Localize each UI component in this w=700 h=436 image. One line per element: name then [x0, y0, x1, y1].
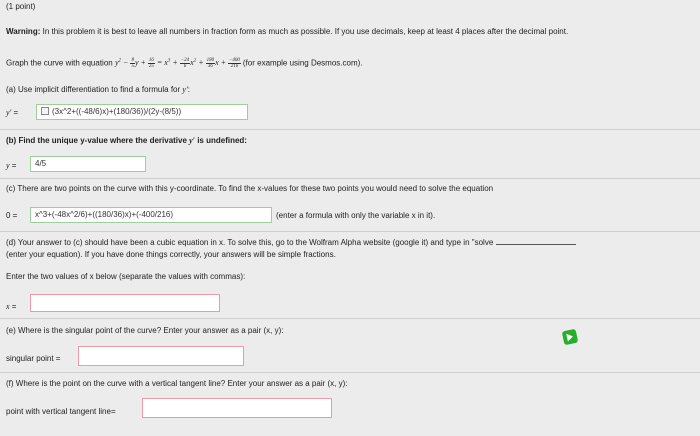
divider: [0, 231, 700, 232]
part-b-prompt: (b) Find the unique y-value where the derivative y′ is undefined:: [6, 136, 247, 145]
part-c-answer: x^3+(-48x^2/6)+((180/36)x)+(-400/216): [35, 210, 174, 219]
part-c-answer-field[interactable]: [30, 207, 272, 223]
curve-equation: $y^2$ − $\frac{8}{5}$ y + $\frac{16}{25}$ = $x^3$ + $\frac{-24}{6}$ $x^2$ + $\frac{180}{36}$ x + $\frac{-400}{216}$: [114, 58, 240, 69]
part-c-label: 0 =: [6, 211, 18, 220]
part-c-prompt: (c) There are two points on the curve with this y-coordinate. To find the x-values for these two points you would need to solve the equation: [6, 184, 494, 193]
y-prime-symbol: y′: [182, 85, 188, 94]
part-b-label: y =: [6, 161, 17, 170]
graph-lead: Graph the curve with equation: [6, 58, 113, 68]
part-a-answer: (3x^2+((-48/6)x)+(180/36))/(2y-(8/5)): [52, 107, 182, 116]
hint-icon[interactable]: [562, 329, 579, 346]
part-a-text: (a) Use implicit differentiation to find a formula for: [6, 85, 181, 94]
part-a-label: y′ =: [6, 108, 19, 117]
part-a-prompt: (a) Use implicit differentiation to find a formula for y′:: [6, 85, 190, 94]
part-b-answer: 4/5: [35, 159, 47, 168]
part-d-enter: Enter the two values of x below (separate the values with commas):: [6, 272, 246, 281]
warning-body: In this problem it is best to leave all numbers in fraction form as much as possible. If you use decimals, keep at least 4 places after the decimal point.: [40, 27, 569, 36]
singular-point-label: singular point =: [6, 354, 61, 363]
points-label: (1 point): [6, 2, 36, 11]
part-b-text: (b) Find the unique y-value where the derivative: [6, 136, 187, 145]
answer-preview-icon[interactable]: [41, 107, 49, 115]
graph-tail: (for example using Desmos.com).: [242, 58, 363, 68]
divider: [0, 318, 700, 319]
divider: [0, 178, 700, 179]
part-f-prompt: (f) Where is the point on the curve with a vertical tangent line? Enter your answer as a pair (x, y):: [6, 379, 348, 388]
part-d-label: x =: [6, 302, 17, 311]
divider: [0, 129, 700, 130]
graph-instruction: [6, 58, 694, 69]
part-c-note: (enter a formula with only the variable x in it).: [276, 211, 436, 220]
singular-point-input[interactable]: [78, 346, 244, 366]
vertical-tangent-label: point with vertical tangent line=: [6, 407, 116, 416]
part-d-prompt: [6, 238, 694, 247]
part-b-answer-field[interactable]: [30, 156, 146, 172]
solve-blank: [496, 244, 576, 245]
part-b-tail: is undefined:: [194, 136, 247, 145]
part-a-answer-field[interactable]: [36, 104, 248, 120]
part-d-text: (d) Your answer to (c) should have been a cubic equation in x. To solve this, go to the Wolfram Alpha website (google it) and type in "solve: [6, 238, 494, 247]
vertical-tangent-input[interactable]: [142, 398, 332, 418]
warning-label: Warning:: [6, 27, 41, 36]
warning-text: [6, 26, 694, 37]
part-d-prompt2: (enter your equation). If you have done things correctly, your answers will be simple fractions.: [6, 250, 336, 259]
divider: [0, 372, 700, 373]
x-values-input[interactable]: [30, 294, 220, 312]
part-e-prompt: (e) Where is the singular point of the curve? Enter your answer as a pair (x, y):: [6, 326, 284, 335]
